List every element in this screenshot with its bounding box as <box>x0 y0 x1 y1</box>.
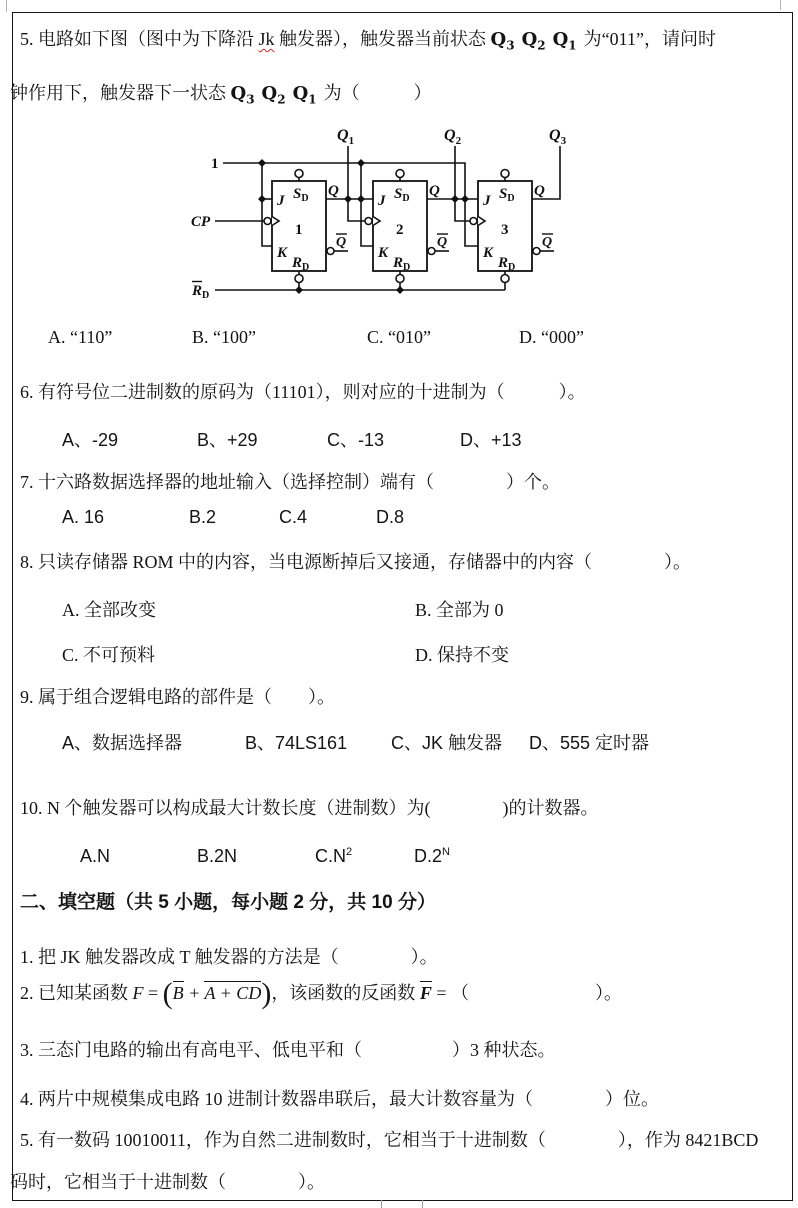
question-9-options <box>0 729 798 753</box>
state-q3: $Q_3$ <box>490 29 515 53</box>
state-q1: $Q_1$ <box>552 29 577 53</box>
svg-text:J: J <box>378 193 386 209</box>
question-5-line-2: 钟作用下，触发器下一状态 $Q_3$ $Q_2$ $Q_1$ 为（ ） <box>10 83 432 107</box>
option-b: B. “100” <box>192 327 256 347</box>
option-b: B. 全部为 0 <box>415 600 504 620</box>
option-a: A. “110” <box>48 327 113 347</box>
left-paren: ( <box>162 977 173 1010</box>
option-d: D. 保持不变 <box>415 645 509 665</box>
flipflop-2 <box>377 183 447 273</box>
d-complement: D <box>248 983 262 1003</box>
svg-text:K: K <box>277 245 288 261</box>
svg-text:1: 1 <box>295 222 303 238</box>
fill-question-4: 4. 两片中规模集成电路 10 进制计数器串联后，最大计数容量为（ ）位。 <box>20 1089 659 1109</box>
fill-question-5-line-1: 5. 有一数码 10010011，作为自然二进制数时，它相当于十进制数（ ），作为 8421BCD <box>20 1130 759 1150</box>
svg-text:Q: Q <box>328 183 339 199</box>
option-d: D、555 定时器 <box>529 733 650 753</box>
question-8-options-row-2 <box>0 641 798 665</box>
function-f: F <box>132 983 144 1003</box>
state-q2: $Q_2$ <box>521 29 546 53</box>
page-number-cell-right <box>422 1200 423 1208</box>
f-complement: F <box>419 983 432 1003</box>
option-c: $C.N^2$ <box>315 846 353 866</box>
right-paren: ) <box>261 977 272 1010</box>
option-a: A. 16 <box>62 507 105 527</box>
svg-text:2: 2 <box>396 222 404 238</box>
question-7: 7. 十六路数据选择器的地址输入（选择控制）端有（ ）个。 <box>20 472 560 492</box>
svg-text:Q: Q <box>429 183 440 199</box>
spellcheck-word-jk: Jk <box>258 29 275 49</box>
option-b: B、+29 <box>197 430 258 450</box>
option-c: C. “010” <box>367 327 431 347</box>
option-c: C. 不可预料 <box>62 645 156 665</box>
question-9: 9. 属于组合逻辑电路的部件是（ ）。 <box>20 687 335 707</box>
table-remnant-top-left <box>6 0 7 12</box>
state-q1: $Q_1$ <box>292 83 317 107</box>
option-c: C、-13 <box>327 430 385 450</box>
option-c: C.4 <box>279 507 308 527</box>
svg-text:RD: $R_D$ <box>292 255 310 273</box>
svg-text:Q: Q <box>336 235 347 250</box>
option-b: B.2 <box>189 507 217 527</box>
junction-dots <box>258 159 469 294</box>
jk-flipflop-circuit-diagram <box>185 118 605 323</box>
svg-text:3: 3 <box>501 222 509 238</box>
option-b: B.2N <box>197 846 238 866</box>
fill-question-5-line-2: 码时，它相当于十进制数（ ）。 <box>10 1172 325 1192</box>
cp-label: CP <box>191 214 211 230</box>
question-7-options <box>0 507 798 531</box>
flipflop-1 <box>276 183 346 273</box>
b-complement: B <box>172 983 184 1003</box>
svg-text:J: J <box>483 193 491 209</box>
svg-text:K: K <box>378 245 389 261</box>
reset-rail-label: $R_D$ <box>192 283 210 301</box>
section-2-title: 二、填空题（共 5 小题，每小题 2 分，共 10 分） <box>20 892 436 913</box>
output-q1-label: $Q_1$ <box>337 127 355 147</box>
svg-text:J: J <box>277 193 285 209</box>
svg-text:SD: $S_D$ <box>293 186 309 204</box>
question-6-options <box>0 426 798 450</box>
fill-question-3: 3. 三态门电路的输出有高电平、低电平和（ ）3 种状态。 <box>20 1040 556 1060</box>
input-one-label: 1 <box>211 156 219 172</box>
question-10-options <box>0 846 798 870</box>
option-c: C、JK 触发器 <box>391 733 503 753</box>
svg-text:SD: $S_D$ <box>394 186 410 204</box>
option-b: B、74LS161 <box>245 733 348 753</box>
svg-text:Q: Q <box>542 235 553 250</box>
svg-text:SD: $S_D$ <box>499 186 515 204</box>
question-5-line-1: 5. 电路如下图（图中为下降沿 Jk 触发器），触发器当前状态 $Q_3$ $Q_2$ $Q_1$ 为“011”，请问时 <box>20 29 716 53</box>
svg-text:K: K <box>483 245 494 261</box>
question-10: 10. N 个触发器可以构成最大计数长度（进制数）为( )的计数器。 <box>20 798 599 818</box>
option-d: D. “000” <box>519 327 584 347</box>
output-q2-label: $Q_2$ <box>444 127 462 147</box>
fill-question-2: 2. 已知某函数 F = (B + A + CD)，该函数的反函数 F = （ ）。 <box>20 977 622 1010</box>
question-8-options-row-1 <box>0 596 798 620</box>
table-remnant-top-right <box>780 0 781 10</box>
question-5-text: 5. 电路如下图（图中为下降沿 <box>20 29 259 49</box>
svg-text:RD: $R_D$ <box>498 255 516 273</box>
outer-complement: A + CD <box>204 983 262 1003</box>
option-a: A、数据选择器 <box>62 733 183 753</box>
state-q2: $Q_2$ <box>261 83 286 107</box>
option-a: A.N <box>80 846 111 866</box>
question-8: 8. 只读存储器 ROM 中的内容，当电源断掉后又接通，存储器中的内容（ ）。 <box>20 552 692 572</box>
state-q3: $Q_3$ <box>230 83 255 107</box>
fill-question-1: 1. 把 JK 触发器改成 T 触发器的方法是（ ）。 <box>20 947 438 967</box>
option-d: D.8 <box>376 507 405 527</box>
svg-text:RD: $R_D$ <box>393 255 411 273</box>
page-number-cell-left <box>381 1200 382 1208</box>
flipflop-3 <box>482 183 552 273</box>
svg-text:Q: Q <box>437 235 448 250</box>
option-a: A、-29 <box>62 430 119 450</box>
option-d: D、+13 <box>460 430 522 450</box>
output-q3-label: $Q_3$ <box>549 127 567 147</box>
option-d: $D.2^N$ <box>414 846 450 866</box>
question-6: 6. 有符号位二进制数的原码为（11101），则对应的十进制为（ ）。 <box>20 382 586 402</box>
question-5-options <box>0 327 798 351</box>
option-a: A. 全部改变 <box>62 600 156 620</box>
svg-text:Q: Q <box>534 183 545 199</box>
